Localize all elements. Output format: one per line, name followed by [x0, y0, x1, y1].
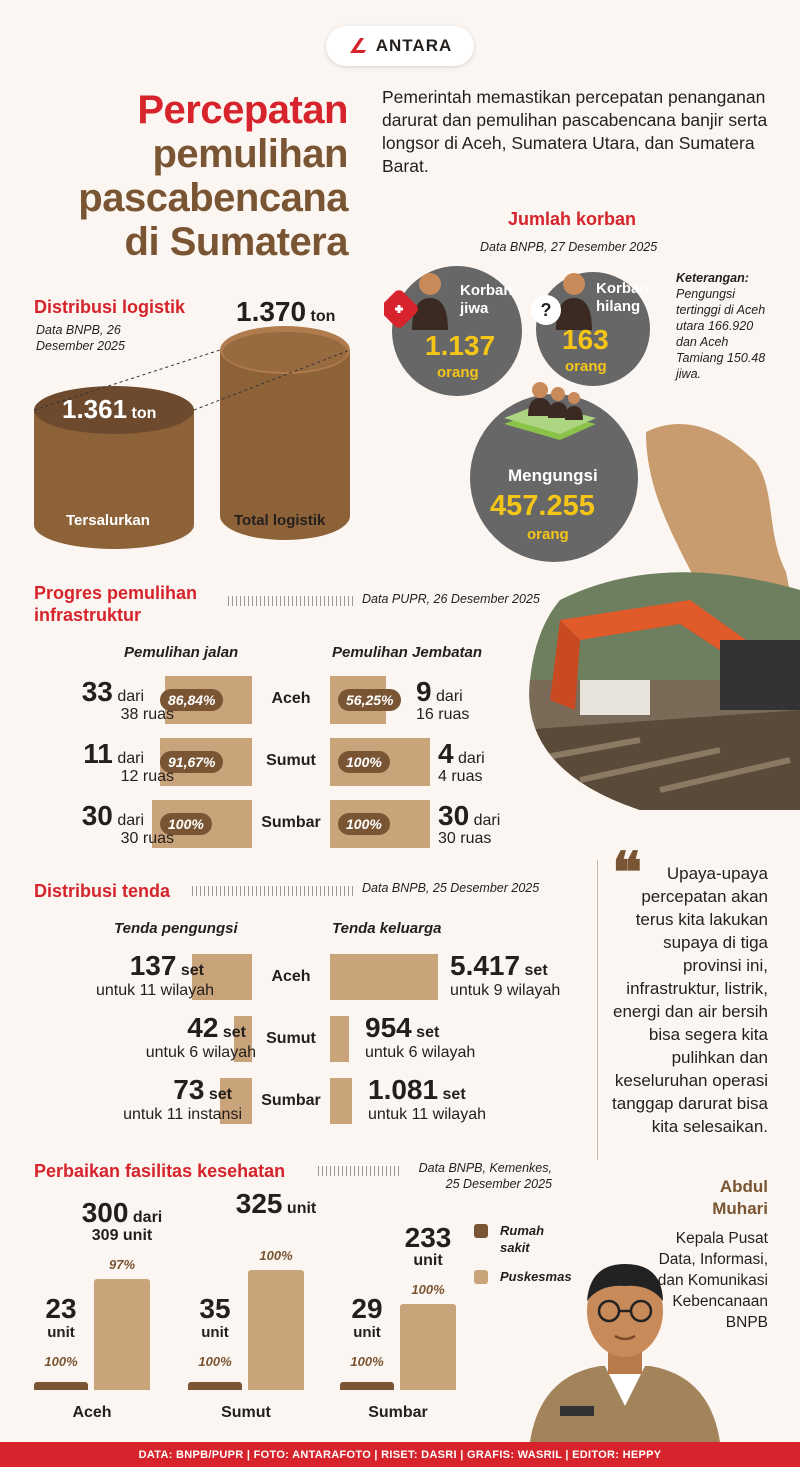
jalan-pct-badge: 91,67%	[160, 751, 223, 773]
rs-unit: unit	[353, 1324, 381, 1341]
pk-bar-aceh	[94, 1279, 150, 1390]
title-line-4: di Sumatera	[124, 220, 348, 264]
group-region-label: Aceh	[72, 1404, 112, 1421]
jembatan-count-number: 9	[416, 676, 432, 707]
rs-unit: unit	[201, 1324, 229, 1341]
jalan-total: 30 ruas	[120, 830, 174, 847]
rs-pct: 100%	[44, 1354, 78, 1369]
pengungsi-sub: untuk 11 wilayah	[96, 982, 214, 999]
rs-bar-aceh	[34, 1382, 88, 1390]
pk-bar-sumbar	[400, 1304, 456, 1390]
jalan-total: 12 ruas	[120, 768, 174, 785]
keluarga-bar-aceh	[330, 954, 438, 1000]
region-label: Aceh	[271, 690, 311, 707]
pengungsi-unit: set	[208, 1086, 232, 1103]
keluarga-unit: set	[416, 1024, 440, 1041]
keluarga-sub: untuk 6 wilayah	[365, 1044, 476, 1061]
quote-text: Upaya-upaya percepatan akan terus kita lakukan supaya di tiga provinsi ini, infrastruktur, listrik, energi dan air bersih bisa segera kita pulihkan dan keseluruhan operasi tanggap darurat bisa kita selesaikan.	[612, 864, 768, 1136]
jiwa-unit: orang	[437, 364, 479, 381]
jalan-count	[40, 676, 144, 708]
total-cylinder-inner	[223, 332, 347, 372]
jembatan-count-number: 4	[438, 738, 454, 769]
jalan-count	[40, 800, 144, 832]
keluarga-number: 954	[365, 1012, 412, 1043]
hilang-label: Korban hilang	[596, 280, 649, 315]
hilang-unit: orang	[565, 358, 607, 375]
jembatan-total: 4 ruas	[438, 768, 483, 785]
pk-pct: 100%	[259, 1248, 293, 1263]
infra-source: Data PUPR, 26 Desember 2025	[362, 592, 540, 606]
title-line-1: Percepatan	[137, 88, 348, 132]
legend-pk-label: Puskesmas	[500, 1269, 572, 1284]
region-label: Sumut	[266, 752, 316, 769]
pk-head-number: 325	[235, 1188, 283, 1219]
rs-pct: 100%	[198, 1354, 232, 1369]
rs-bar-sumut	[188, 1382, 242, 1390]
pk-head	[208, 1190, 344, 1223]
mengungsi-value: 457.255	[490, 490, 595, 522]
logistik-source: Data BNPB, 26 Desember 2025	[36, 323, 125, 353]
jalan-pct-badge: 100%	[160, 813, 212, 835]
korban-note	[676, 270, 776, 382]
keluarga-count	[365, 1012, 439, 1044]
mengungsi-icon	[500, 380, 600, 444]
tersalurkan-value	[62, 394, 156, 425]
jembatan-count	[438, 738, 485, 770]
total-unit: ton	[310, 308, 336, 325]
group-region-label: Sumbar	[368, 1404, 428, 1421]
note-title: Keterangan:	[676, 271, 749, 285]
jembatan-count-number: 30	[438, 800, 470, 831]
pk-head-sub: unit	[413, 1252, 443, 1269]
pk-pct: 97%	[108, 1257, 136, 1272]
hilang-value: 163	[562, 324, 609, 355]
note-text: Pengungsi tertinggi di Aceh utara 166.920 dan Aceh Tamiang 150.48 jiwa.	[676, 287, 766, 381]
keluarga-count	[450, 950, 548, 982]
infra-divider	[228, 596, 354, 606]
pk-pct: 100%	[411, 1282, 445, 1297]
jalan-count-of: dari	[117, 750, 144, 767]
tenda-source: Data BNPB, 25 Desember 2025	[362, 881, 540, 895]
keluarga-bar-sumut	[330, 1016, 349, 1062]
jembatan-count-of: dari	[473, 812, 501, 829]
jembatan-count-of: dari	[436, 688, 463, 705]
pk-head-number: 300	[81, 1197, 129, 1228]
pengungsi-sub: untuk 6 wilayah	[145, 1044, 256, 1061]
quote-role: Kepala Pusat Data, Informasi, dan Komunikasi Kebencanaan BNPB	[657, 1230, 768, 1331]
footer-credits: DATA: BNPB/PUPR | FOTO: ANTARAFOTO | RISET: DASRI | GRAFIS: WASRIL | EDITOR: HEPPY	[0, 1442, 800, 1467]
keluarga-unit: set	[524, 962, 548, 979]
pengungsi-count	[40, 950, 204, 982]
total-value	[236, 296, 335, 328]
tenda-divider	[192, 886, 354, 896]
jalan-count-number: 33	[81, 676, 113, 707]
jembatan-total: 30 ruas	[438, 830, 492, 847]
keluarga-bar-sumbar	[330, 1078, 352, 1124]
jembatan-count-of: dari	[458, 750, 485, 767]
korban-jiwa-icon	[384, 270, 454, 330]
jembatan-pct-badge: 56,25%	[338, 689, 401, 711]
keluarga-sub: untuk 9 wilayah	[450, 982, 561, 999]
excavator-photo	[520, 560, 800, 810]
portrait-illustration	[520, 1256, 730, 1442]
logistik-title: Distribusi logistik	[34, 297, 186, 317]
jembatan-pct-badge: 100%	[338, 751, 390, 773]
pengungsi-unit: set	[180, 962, 204, 979]
pengungsi-count	[40, 1012, 246, 1044]
tersalurkan-number: 1.361	[62, 394, 128, 424]
rs-unit: unit	[47, 1324, 75, 1341]
region-label: Aceh	[271, 968, 311, 985]
jalan-count-of: dari	[117, 812, 144, 829]
brand-name: ANTARA	[375, 36, 453, 55]
rs-number: 23	[45, 1293, 77, 1324]
antara-logo	[326, 26, 474, 66]
pengungsi-unit: set	[222, 1024, 246, 1041]
kesehatan-source: Data BNPB, Kemenkes, 25 Desember 2025	[418, 1161, 552, 1191]
jembatan-count	[416, 676, 463, 708]
total-number: 1.370	[236, 296, 307, 327]
legend-rs-label: Rumah sakit	[500, 1223, 545, 1255]
keluarga-number: 1.081	[368, 1074, 439, 1105]
quote-name: Abdul Muhari	[712, 1177, 768, 1218]
keluarga-sub: untuk 11 wilayah	[368, 1106, 486, 1123]
keluarga-header: Tenda keluarga	[332, 920, 442, 937]
quote-divider	[597, 860, 598, 1160]
pengungsi-number: 73	[173, 1074, 205, 1105]
keluarga-unit: set	[442, 1086, 466, 1103]
tersalurkan-label: Tersalurkan	[66, 512, 150, 529]
intro-text: Pemerintah memastikan percepatan penanganan darurat dan pemulihan pascabencana banjir serta longsor di Aceh, Sumatera Utara, dan Sumatera Barat.	[382, 87, 768, 176]
pengungsi-count	[40, 1074, 232, 1106]
tersalurkan-unit: ton	[131, 405, 157, 422]
tenda-title: Distribusi tenda	[34, 881, 171, 901]
antara-logo-icon	[348, 35, 370, 57]
jembatan-header: Pemulihan Jembatan	[332, 644, 483, 661]
jalan-count-number: 11	[83, 738, 113, 769]
infra-title-line-1: Progres pemulihan	[34, 583, 198, 603]
pk-head-of: dari	[132, 1209, 163, 1226]
total-label: Total logistik	[234, 512, 326, 529]
jalan-pct-badge: 86,84%	[160, 689, 223, 711]
pengungsi-header: Tenda pengungsi	[114, 920, 238, 937]
keluarga-number: 5.417	[450, 950, 521, 981]
jalan-header: Pemulihan jalan	[124, 644, 239, 661]
region-label: Sumbar	[261, 814, 321, 831]
jiwa-label: Korban jiwa	[460, 282, 513, 317]
pk-head-of: unit	[286, 1200, 317, 1217]
pengungsi-number: 137	[129, 950, 177, 981]
jalan-count	[40, 738, 144, 770]
pk-bar-sumut	[248, 1270, 304, 1390]
jalan-total: 38 ruas	[120, 706, 174, 723]
group-region-label: Sumut	[221, 1404, 271, 1421]
infra-title	[34, 582, 197, 626]
kesehatan-title: Perbaikan fasilitas kesehatan	[34, 1161, 286, 1181]
korban-hilang-icon	[530, 270, 596, 330]
pengungsi-sub: untuk 11 instansi	[123, 1106, 242, 1123]
rs-number: 35	[199, 1293, 231, 1324]
region-label: Sumbar	[261, 1092, 321, 1109]
korban-title: Jumlah korban	[508, 209, 637, 229]
mengungsi-unit: orang	[527, 526, 569, 543]
quote-mark-icon: ❝	[612, 843, 643, 905]
pengungsi-number: 42	[187, 1012, 219, 1043]
korban-source: Data BNPB, 27 Desember 2025	[480, 240, 658, 254]
title-line-2: pemulihan	[152, 132, 348, 176]
infra-title-line-2: infrastruktur	[34, 605, 142, 625]
title-line-3: pascabencana	[78, 176, 348, 220]
rs-pct: 100%	[350, 1354, 384, 1369]
jiwa-value: 1.137	[425, 330, 496, 361]
page-title	[78, 88, 348, 264]
rs-number: 29	[351, 1293, 383, 1324]
rs-bar-sumbar	[340, 1382, 394, 1390]
jembatan-total: 16 ruas	[416, 706, 470, 723]
svg-text:?: ?	[540, 300, 552, 320]
jalan-count-of: dari	[117, 688, 144, 705]
kesehatan-divider	[318, 1166, 402, 1176]
pk-head-sub: 309 unit	[91, 1227, 153, 1244]
jembatan-count	[438, 800, 500, 832]
jembatan-pct-badge: 100%	[338, 813, 390, 835]
jalan-count-number: 30	[81, 800, 113, 831]
legend-pk-swatch	[474, 1270, 488, 1284]
mengungsi-label: Mengungsi	[508, 466, 598, 485]
region-label: Sumut	[266, 1030, 316, 1047]
pk-head-number: 233	[404, 1222, 452, 1253]
keluarga-count	[368, 1074, 466, 1106]
